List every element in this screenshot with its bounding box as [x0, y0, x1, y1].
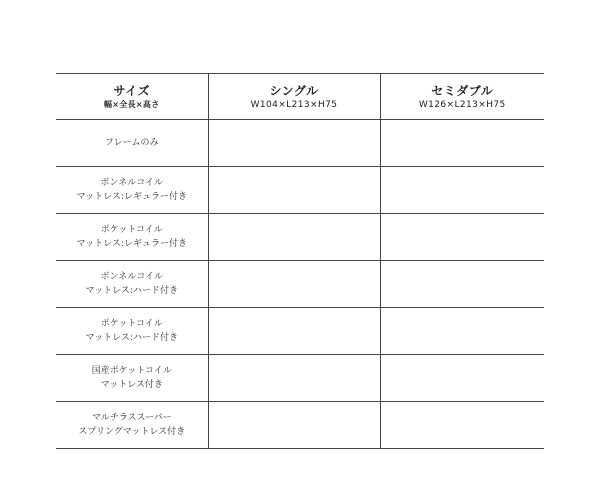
row-label-domestic-pocket — [56, 355, 208, 402]
row-label-line: ボンネルコイル — [100, 178, 163, 188]
row-label-line: 国産ポケットコイル — [91, 366, 172, 376]
semi-double-value-cell — [380, 261, 544, 308]
table-row — [56, 355, 544, 402]
row-label-line: ボンネルコイル — [100, 272, 163, 282]
row-label-line: スプリングマットレス付き — [78, 427, 186, 437]
header-size-title: サイズ — [113, 84, 151, 98]
row-label-line: マットレス付き — [100, 380, 163, 390]
header-row — [56, 74, 544, 120]
header-single-dims: W104×L213×H75 — [250, 99, 338, 110]
row-label-pocket-regular — [56, 214, 208, 261]
single-value-cell — [208, 120, 380, 167]
table-row — [56, 214, 544, 261]
single-value-cell — [208, 355, 380, 402]
row-label-line: マルチラススーパー — [91, 413, 172, 423]
semi-double-value-cell — [380, 308, 544, 355]
table-header — [56, 74, 544, 120]
header-cell-size — [56, 74, 208, 120]
row-label-line: マットレス:レギュラー付き — [76, 239, 187, 249]
semi-double-value-cell — [380, 167, 544, 214]
row-label-multi-lath — [56, 402, 208, 449]
row-label-line: マットレス:レギュラー付き — [76, 192, 187, 202]
row-label-line: フレームのみ — [104, 138, 159, 148]
header-cell-single — [208, 74, 380, 120]
table-row — [56, 120, 544, 167]
row-label-line: ポケットコイル — [100, 319, 163, 329]
header-size-subtitle: 幅×全長×高さ — [103, 100, 160, 109]
single-value-cell — [208, 214, 380, 261]
single-value-cell — [208, 308, 380, 355]
row-label-bonnell-hard — [56, 261, 208, 308]
header-cell-semi-double — [380, 74, 544, 120]
size-price-table — [56, 73, 544, 449]
row-label-pocket-hard — [56, 308, 208, 355]
header-single-title: シングル — [269, 83, 319, 98]
semi-double-value-cell — [380, 355, 544, 402]
row-label-bonnell-regular — [56, 167, 208, 214]
single-value-cell — [208, 261, 380, 308]
table-row — [56, 402, 544, 449]
semi-double-value-cell — [380, 214, 544, 261]
header-semi-double-dims: W126×L213×H75 — [418, 99, 506, 110]
row-label-line: ポケットコイル — [100, 225, 163, 235]
table-row — [56, 167, 544, 214]
table-row — [56, 308, 544, 355]
semi-double-value-cell — [380, 402, 544, 449]
table-row — [56, 261, 544, 308]
row-label-line: マットレス:ハード付き — [85, 286, 178, 296]
row-label-line: マットレス:ハード付き — [85, 333, 178, 343]
single-value-cell — [208, 402, 380, 449]
semi-double-value-cell — [380, 120, 544, 167]
header-semi-double-title: セミダブル — [431, 83, 494, 98]
row-label-frame-only — [56, 120, 208, 167]
single-value-cell — [208, 167, 380, 214]
table-body — [56, 120, 544, 449]
